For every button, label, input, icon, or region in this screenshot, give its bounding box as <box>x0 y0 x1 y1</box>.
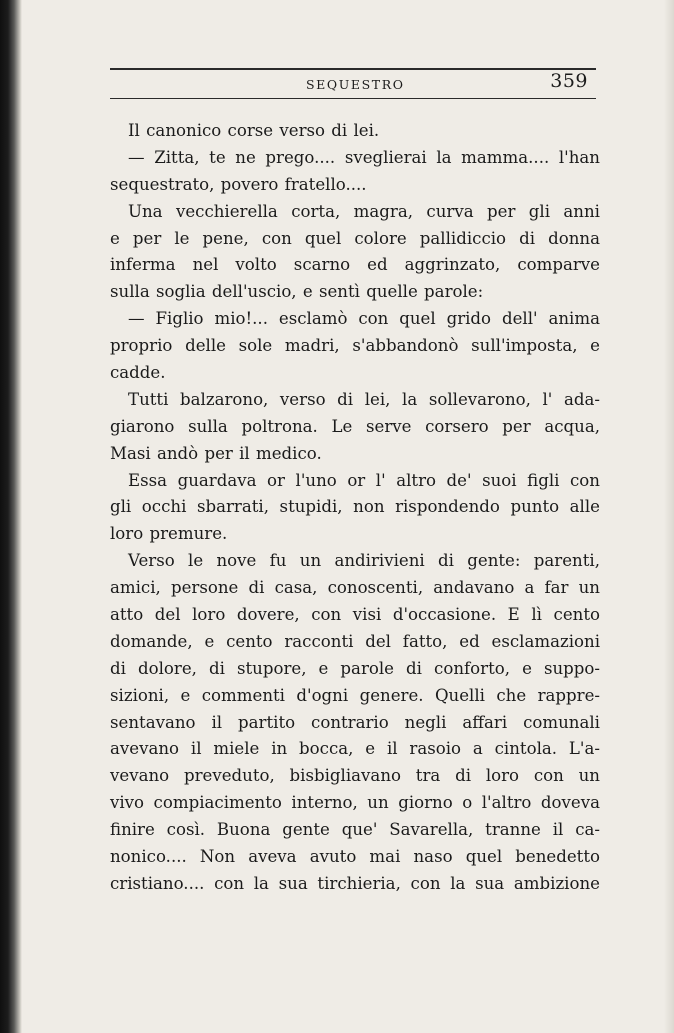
text-line: cadde. <box>110 363 166 383</box>
page-edge-shadow <box>664 0 674 1033</box>
running-header <box>110 70 596 98</box>
text-line: amici, persone di casa, conoscenti, andavano a far un <box>110 578 600 598</box>
text-line: atto del loro dovere, con visi d'occasione. E lì cento <box>110 605 600 625</box>
text-line: cristiano.... con la sua tirchieria, con la sua ambizione <box>110 873 600 893</box>
text-line: Masi andò per il medico. <box>110 443 322 463</box>
text-line: loro premure. <box>110 524 228 544</box>
text-line: vivo compiacimento interno, un giorno o l'altro doveva <box>110 793 600 813</box>
text-line: nonico.... Non aveva avuto mai naso quel benedetto <box>110 847 600 867</box>
text-line: Tutti balzarono, verso di lei, la sollevarono, l' ada- <box>128 389 600 409</box>
text-line: avevano il miele in bocca, e il rasoio a cintola. L'a- <box>110 739 600 759</box>
text-line: Verso le nove fu un andirivieni di gente: parenti, <box>128 551 600 571</box>
text-line: proprio delle sole madri, s'abbandonò sull'imposta, e <box>110 336 600 356</box>
text-line: sequestrato, povero fratello.... <box>110 174 367 194</box>
text-line: finire così. Buona gente que' Savarella, tranne il ca- <box>110 820 600 840</box>
text-line: domande, e cento racconti del fatto, ed esclamazioni <box>110 631 600 651</box>
text-line: di dolore, di stupore, e parole di conforto, e suppo- <box>110 658 600 678</box>
page-number: 359 <box>550 70 588 92</box>
text-line: giarono sulla poltrona. Le serve corsero per acqua, <box>110 416 600 436</box>
text-line: gli occhi sbarrati, stupidi, non rispondendo punto alle <box>110 497 600 517</box>
header-bottom-rule <box>110 98 596 99</box>
book-binding-gutter <box>0 0 22 1033</box>
text-line: Una vecchierella corta, magra, curva per gli anni <box>128 201 600 221</box>
text-line: Il canonico corse verso di lei. <box>128 121 380 140</box>
text-line: Essa guardava or l'uno or l' altro de' suoi figli con <box>128 470 600 490</box>
text-line: — Figlio mio!... esclamò con quel grido dell' anima <box>128 309 600 329</box>
text-line: e per le pene, con quel colore pallidiccio di donna <box>110 228 600 248</box>
text-line: sizioni, e commenti d'ogni genere. Quelli che rappre- <box>110 685 600 705</box>
body-text <box>110 118 600 898</box>
text-line: — Zitta, te ne prego.... sveglierai la mamma.... l'han <box>128 147 600 167</box>
text-line: sentavano il partito contrario negli affari comunali <box>110 712 600 732</box>
text-line: inferma nel volto scarno ed aggrinzato, comparve <box>110 255 600 275</box>
running-title: SEQUESTRO <box>306 77 405 92</box>
text-line: sulla soglia dell'uscio, e sentì quelle parole: <box>110 282 484 302</box>
text-line: vevano preveduto, bisbigliavano tra di loro con un <box>110 766 600 786</box>
